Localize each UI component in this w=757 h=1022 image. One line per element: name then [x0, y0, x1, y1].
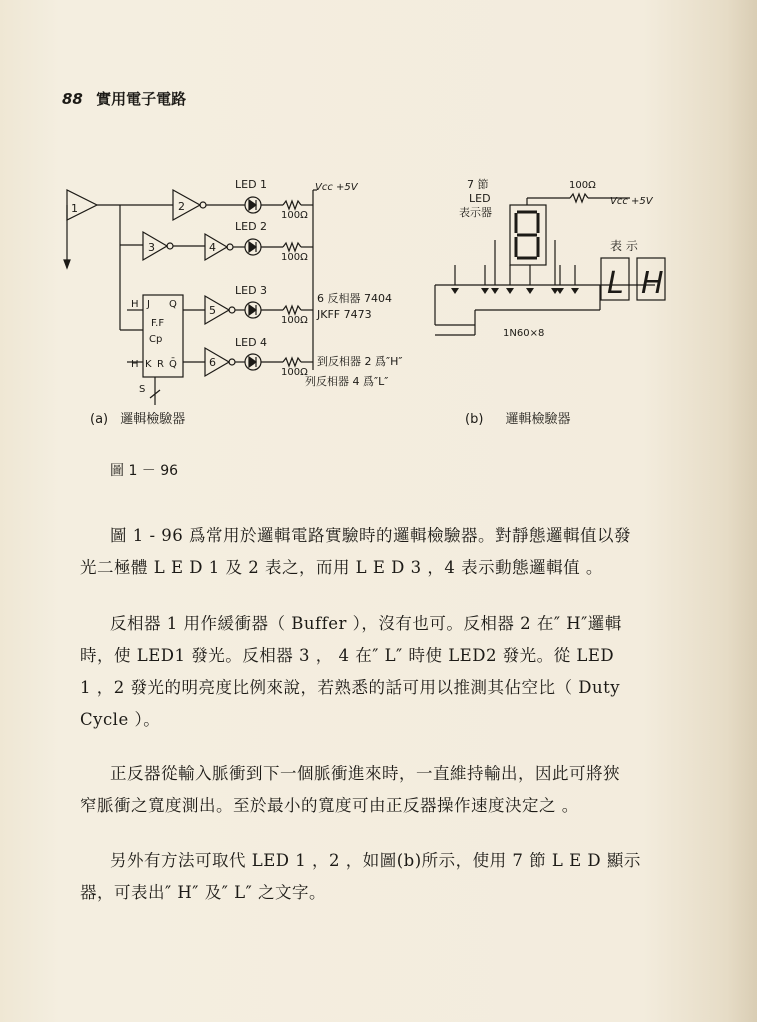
paragraph-2-line-4: Cycle ）。	[80, 710, 161, 729]
note-l: 列反相器 4 爲″L″	[305, 375, 389, 388]
diode-label: 1N60×8	[503, 328, 545, 339]
ff-h2-label: H	[131, 359, 139, 370]
resistor-2-label: 100Ω	[281, 252, 308, 263]
ff-cp-label: Cp	[149, 334, 163, 345]
paragraph-3-line-1: 正反器從輸入脈衝到下一個脈衝進來時，一直維持輸出，因此可將狹	[110, 764, 620, 783]
paragraph-1	[80, 520, 660, 584]
led2-label: LED 2	[235, 220, 268, 233]
paragraph-2-line-3: 1 ，2 發光的明亮度比例來說，若熟悉的話可用以推測其佔空比（ Duty	[80, 678, 621, 697]
led3-label: LED 3	[235, 284, 268, 297]
ff-k-label: K	[145, 359, 152, 370]
resistor-3-label: 100Ω	[281, 315, 308, 326]
caption-a-text: 邏輯檢驗器	[120, 412, 186, 427]
gate-4-label: 4	[209, 241, 216, 254]
display-char-h: H	[641, 266, 664, 301]
ff-q-label: Q	[169, 299, 177, 310]
gate-2-label: 2	[178, 200, 185, 213]
seg-resistor-label: 100Ω	[569, 180, 596, 191]
ff-j-label: J	[147, 299, 150, 310]
caption-b-text: 邏輯檢驗器	[505, 412, 571, 427]
ff-h1-label: H	[131, 299, 139, 310]
led4-label: LED 4	[235, 336, 268, 349]
paragraph-3	[80, 758, 660, 822]
caption-b	[465, 408, 571, 427]
paragraph-2-line-1: 反相器 1 用作緩衝器（ Buffer ），沒有也可。反相器 2 在″ H″邏輯	[110, 614, 622, 633]
caption-b-tag: (b)	[465, 412, 484, 427]
paragraph-2-line-2: 時，使 LED1 發光。反相器 3 ， 4 在″ L″ 時使 LED2 發光。從 LED	[80, 646, 615, 665]
page-header	[62, 88, 186, 109]
paragraph-1-line-2: 光二極體 L E D 1 及 2 表之，而用 L E D 3 ，4 表示動態邏輯值 。	[80, 558, 603, 577]
vcc-label-a: Vcc +5V	[315, 182, 358, 193]
figure-number: 圖 1 － 96	[110, 463, 179, 479]
paragraph-2	[80, 608, 660, 736]
resistor-4-label: 100Ω	[281, 367, 308, 378]
seg-title-line3: 表示器	[459, 206, 492, 219]
resistor-1-label: 100Ω	[281, 210, 308, 221]
seg-title-line1: 7 節	[467, 178, 489, 191]
vcc-label-b: Vcc +5V	[610, 196, 653, 207]
gate-5-label: 5	[209, 304, 216, 317]
caption-a-tag: (a)	[90, 412, 109, 427]
ff-ff-label: F.F	[151, 318, 165, 329]
gate-3-label: 3	[148, 241, 155, 254]
book-title: 實用電子電路	[96, 90, 187, 108]
seg-title-line2: LED	[469, 192, 491, 205]
display-char-l: L	[607, 266, 624, 301]
display-label: 表 示	[610, 239, 638, 253]
page-number: 88	[62, 90, 83, 108]
paragraph-4-line-2: 器，可表出″ H″ 及″ L″ 之文字。	[80, 883, 326, 902]
note-jkff: JKFF 7473	[317, 308, 372, 321]
gate-1-label: 1	[71, 202, 78, 215]
paragraph-4-line-1: 另外有方法可取代 LED 1 ，2 ，如圖(b)所示，使用 7 節 L E D 顯示	[110, 851, 641, 870]
ff-qbar-label: Q̄	[169, 359, 177, 370]
inverter-3-symbol	[143, 232, 167, 260]
ff-s-label: S	[139, 384, 146, 395]
caption-a	[90, 408, 185, 427]
paragraph-3-line-2: 窄脈衝之寬度測出。至於最小的寬度可由正反器操作速度決定之 。	[80, 796, 579, 815]
ff-r-label: R	[157, 359, 164, 370]
paragraph-1-line-1: 圖 1 - 96 爲常用於邏輯電路實驗時的邏輯檢驗器。對靜態邏輯值以發	[110, 526, 632, 545]
led1-label: LED 1	[235, 178, 268, 191]
note-h: 到反相器 2 爲″H″	[317, 355, 403, 368]
note-7404: 6 反相器 7404	[317, 292, 392, 305]
paragraph-4	[80, 845, 660, 909]
gate-6-label: 6	[209, 356, 216, 369]
